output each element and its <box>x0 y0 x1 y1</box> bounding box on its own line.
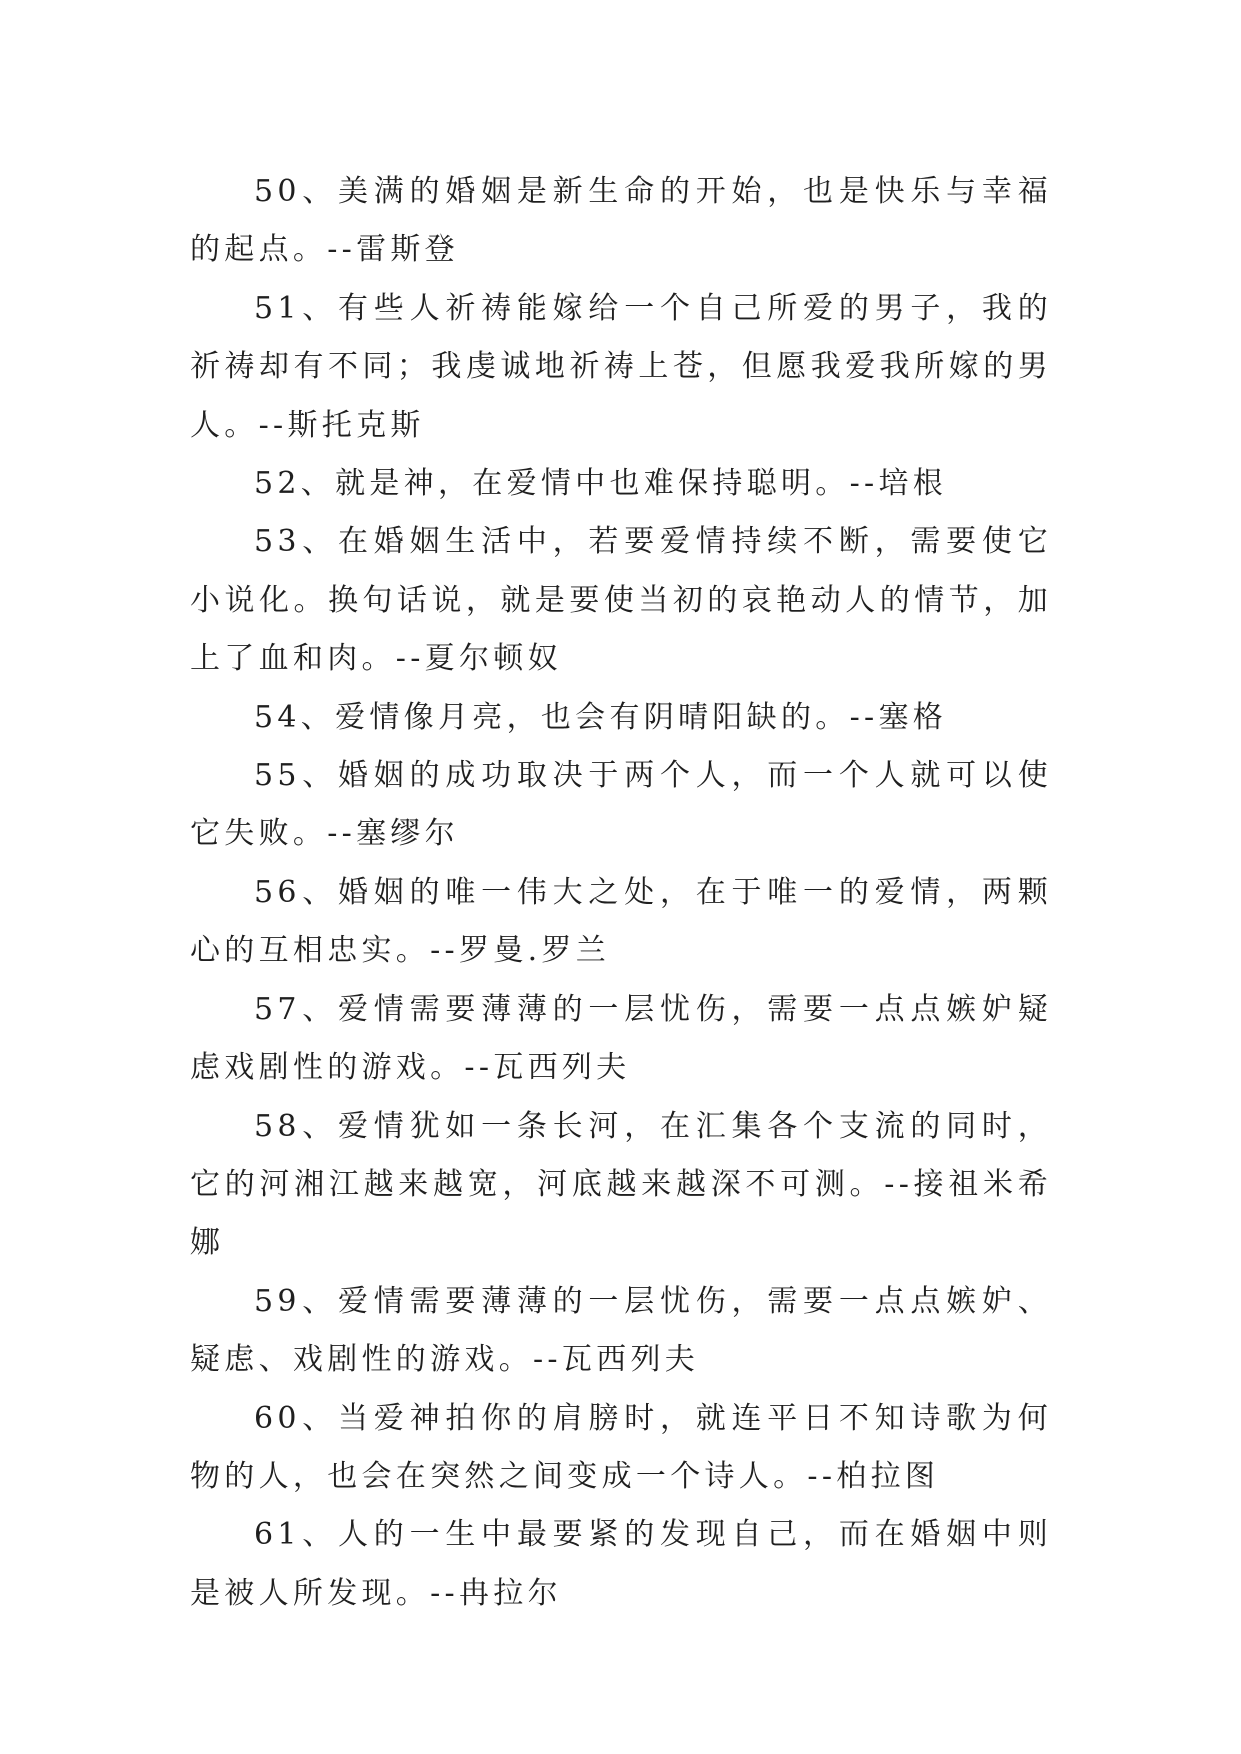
quote-paragraph-51: 51、有些人祈祷能嫁给一个自己所爱的男子，我的祈祷却有不同；我虔诚地祈祷上苍，但愿我爱我所嫁的男人。--斯托克斯 <box>190 290 1052 443</box>
document-body <box>190 163 1052 1623</box>
quote-paragraph-50: 50、美满的婚姻是新生命的开始，也是快乐与幸福的起点。--雷斯登 <box>190 174 1052 268</box>
quote-paragraph-55: 55、婚姻的成功取决于两个人，而一个人就可以使它失败。--塞缪尔 <box>190 758 1052 852</box>
quote-paragraph-57: 57、爱情需要薄薄的一层忧伤，需要一点点嫉妒疑虑戏剧性的游戏。--瓦西列夫 <box>190 991 1052 1086</box>
quote-paragraph-59: 59、爱情需要薄薄的一层忧伤，需要一点点嫉妒、疑虑、戏剧性的游戏。--瓦西列夫 <box>190 1283 1052 1378</box>
quote-paragraph-52: 52、就是神，在爱情中也难保持聪明。--培根 <box>254 466 948 502</box>
quote-paragraph-58: 58、爱情犹如一条长河，在汇集各个支流的同时，它的河湘江越来越宽，河底越来越深不可测。--接祖米希娜 <box>190 1108 1052 1261</box>
quote-paragraph-61: 61、人的一生中最要紧的发现自己，而在婚姻中则是被人所发现。--冉拉尔 <box>190 1517 1052 1611</box>
quote-paragraph-60: 60、当爱神拍你的肩膀时，就连平日不知诗歌为何物的人，也会在突然之间变成一个诗人。--柏拉图 <box>190 1400 1052 1494</box>
quote-paragraph-54: 54、爱情像月亮，也会有阴晴阳缺的。--塞格 <box>254 699 948 735</box>
quote-paragraph-56: 56、婚姻的唯一伟大之处，在于唯一的爱情，两颗心的互相忠实。--罗曼.罗兰 <box>190 874 1052 969</box>
quote-paragraph-53: 53、在婚姻生活中，若要爱情持续不断，需要使它小说化。换句话说，就是要使当初的哀艳动人的情节，加上了血和肉。--夏尔顿奴 <box>190 524 1052 677</box>
